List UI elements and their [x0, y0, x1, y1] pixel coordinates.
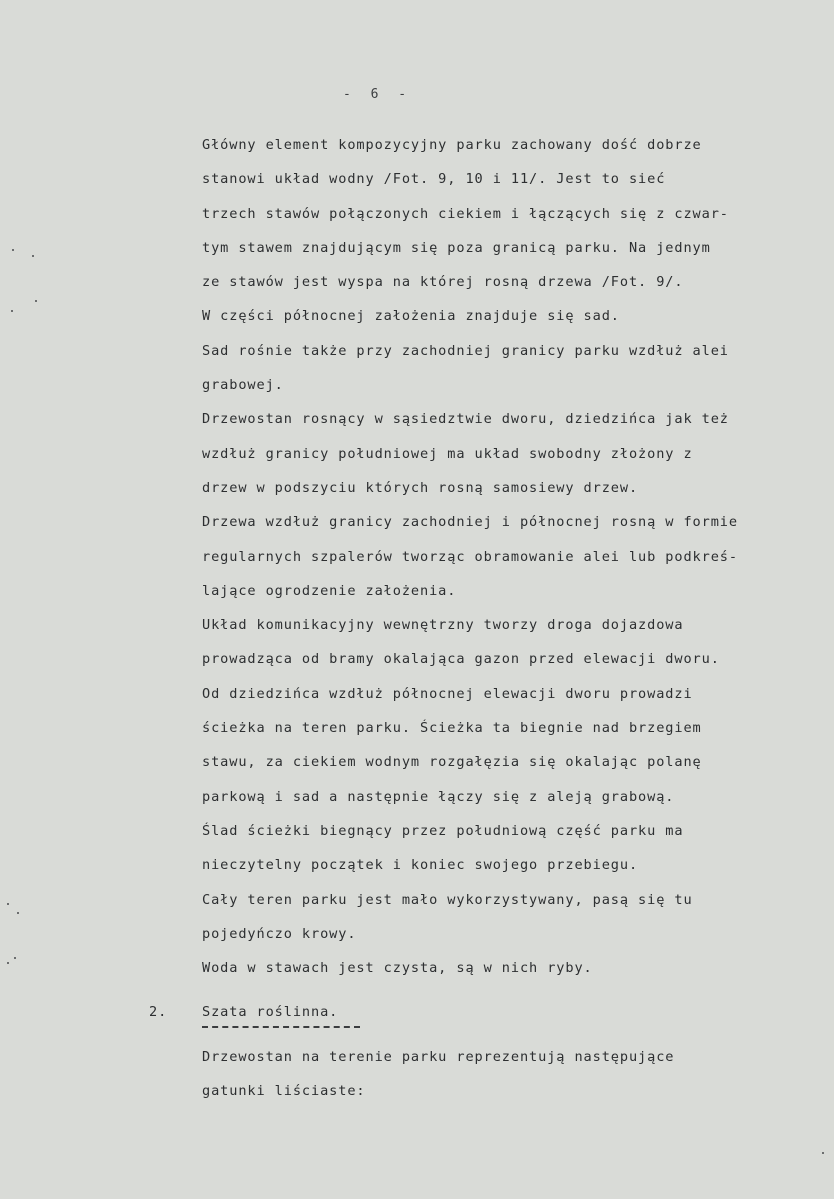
text-line: trzech stawów połączonych ciekiem i łączących się z czwar- [202, 205, 729, 222]
section-title: Szata roślinna. [202, 1004, 339, 1020]
text-line: regularnych szpalerów tworząc obramowanie alei lub podkreś- [202, 548, 738, 565]
text-line: lające ogrodzenie założenia. [202, 582, 457, 599]
text-line: Układ komunikacyjny wewnętrzny tworzy droga dojazdowa [202, 617, 684, 634]
text-line: Sad rośnie także przy zachodniej granicy parku wzdłuż alei [202, 342, 729, 359]
text-line: Drzewostan rosnący w sąsiedztwie dworu, dziedzińca jak też [202, 411, 729, 428]
scan-speck [11, 310, 13, 312]
text-line: prowadząca od bramy okalająca gazon przed elewacji dworu. [202, 651, 720, 668]
text-line: W części północnej założenia znajduje się sad. [202, 308, 620, 325]
text-line: parkową i sad a następnie łączy się z aleją grabową. [202, 788, 675, 805]
text-line: grabowej. [202, 377, 284, 394]
scan-speck [7, 903, 9, 905]
text-line: Ślad ścieżki biegnący przez południową część parku ma [202, 822, 684, 839]
section-number: 2. [149, 1004, 168, 1020]
scan-speck [822, 1152, 824, 1154]
text-line: stanowi układ wodny /Fot. 9, 10 i 11/. Jest to sieć [202, 171, 666, 188]
page-number: - 6 - [343, 87, 413, 102]
text-line: gatunki liściaste: [202, 1083, 366, 1100]
section-title-underline [202, 1026, 360, 1028]
body-text [202, 128, 822, 985]
text-line: stawu, za ciekiem wodnym rozgałęzia się okalając polanę [202, 754, 702, 771]
text-line: drzew w podszyciu których rosną samosiewy drzew. [202, 479, 639, 496]
text-line: Cały teren parku jest mało wykorzystywany, pasą się tu [202, 891, 693, 908]
scan-speck [32, 255, 34, 257]
text-line: ze stawów jest wyspa na której rosną drzewa /Fot. 9/. [202, 274, 684, 291]
scan-speck [35, 300, 37, 302]
text-line: Drzewa wzdłuż granicy zachodniej i północnej rosną w formie [202, 514, 738, 531]
text-line: Od dziedzińca wzdłuż północnej elewacji dworu prowadzi [202, 685, 693, 702]
scan-speck [14, 957, 16, 959]
text-line: tym stawem znajdującym się poza granicą parku. Na jednym [202, 239, 711, 256]
section-body-text [202, 1040, 822, 1109]
text-line: nieczytelny początek i koniec swojego przebiegu. [202, 857, 639, 874]
text-line: ścieżka na teren parku. Ścieżka ta biegnie nad brzegiem [202, 720, 702, 737]
text-line: Woda w stawach jest czysta, są w nich ryby. [202, 960, 593, 977]
scan-speck [7, 962, 9, 964]
text-line: wzdłuż granicy południowej ma układ swobodny złożony z [202, 445, 693, 462]
text-line: Drzewostan na terenie parku reprezentują następujące [202, 1049, 675, 1065]
text-line: Główny element kompozycyjny parku zachowany dość dobrze [202, 137, 702, 153]
scan-speck [17, 912, 19, 914]
text-line: pojedyńczo krowy. [202, 925, 357, 942]
scan-speck [12, 249, 14, 251]
